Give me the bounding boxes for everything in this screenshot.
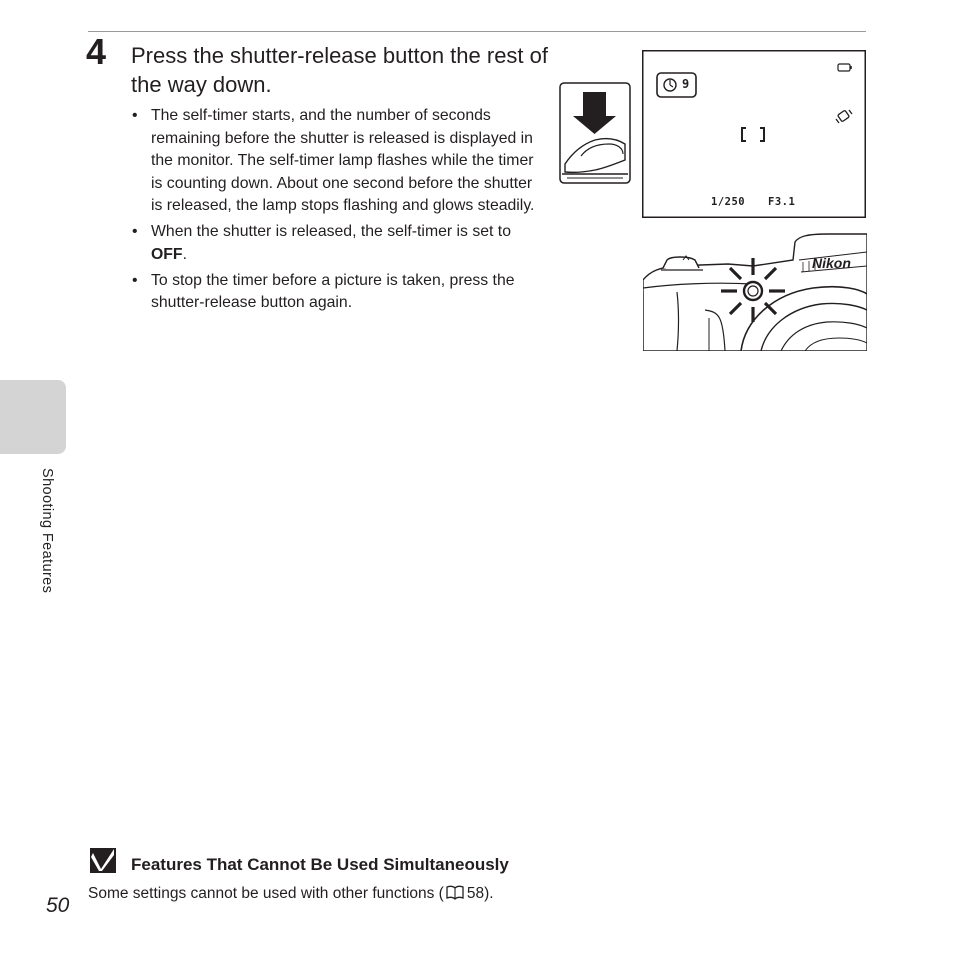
battery-icon	[838, 64, 850, 71]
top-rule	[88, 31, 866, 32]
timer-seconds: 9	[682, 77, 690, 91]
note-checkmark-icon	[89, 847, 117, 874]
step-heading: Press the shutter-release button the rest of the way down.	[131, 43, 549, 97]
self-timer-lamp-icon	[721, 258, 785, 322]
monitor-display	[642, 50, 866, 218]
camera-illustration	[643, 230, 867, 351]
instruction-item: • To stop the timer before a picture is taken, press the shutter-release button again.	[131, 270, 536, 315]
instruction-list	[131, 105, 536, 318]
off-setting: OFF	[151, 245, 183, 263]
step-number: 4	[86, 31, 107, 72]
section-tab	[0, 380, 66, 454]
aperture-value: F3.1	[768, 196, 796, 208]
page-reference-link[interactable]: 58	[466, 885, 485, 902]
book-reference-icon	[446, 885, 464, 900]
page-number: 50	[46, 894, 70, 917]
camera-brand-logo: Nikon	[812, 255, 851, 271]
note-title: Features That Cannot Be Used Simultaneously	[131, 855, 509, 874]
instruction-item: • The self-timer starts, and the number of seconds remaining before the shutter is released is displayed in the monitor. The self-timer lamp flashes while the timer is counting down. About one second before the shutter is released, the lamp stops flashing and glows steadily.	[131, 105, 536, 218]
section-label: Shooting Features	[39, 468, 55, 594]
note-body: Some settings cannot be used with other functions ( 58).	[88, 885, 494, 902]
instruction-item: • When the shutter is released, the self-timer is set to OFF.	[131, 221, 536, 266]
shutter-press-illustration	[559, 82, 631, 184]
shutter-speed: 1/250	[711, 196, 746, 208]
arrow-down-icon	[583, 92, 606, 118]
